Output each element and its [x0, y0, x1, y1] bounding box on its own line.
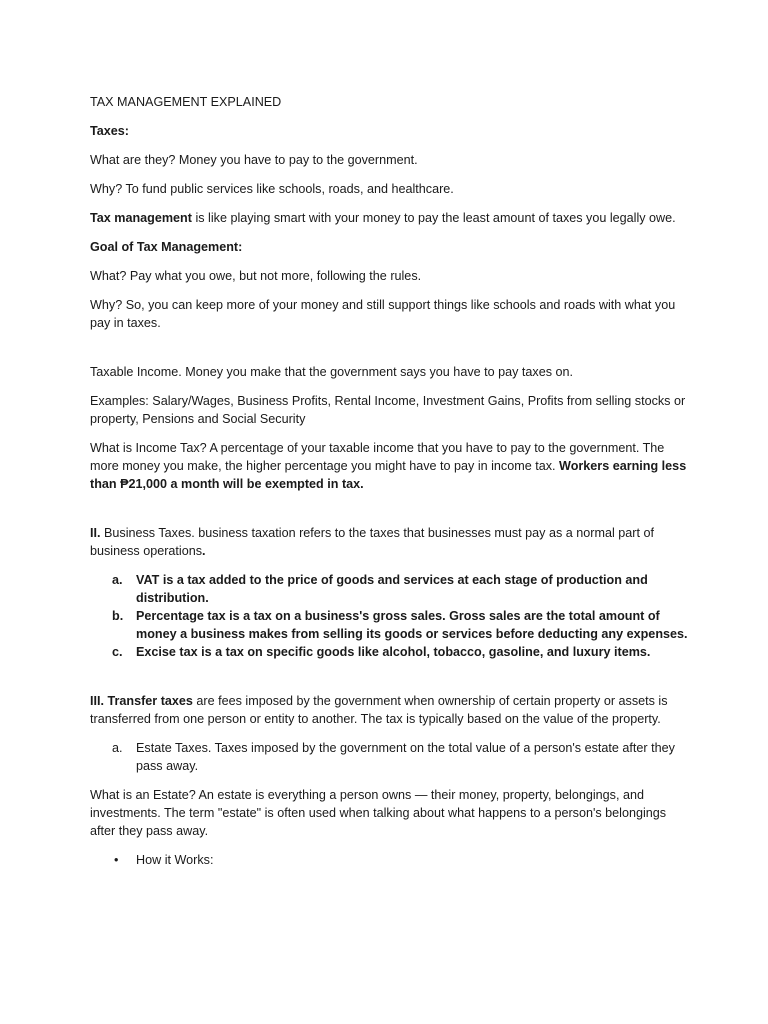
list-item — [90, 571, 688, 607]
tax-management-term: Tax management — [90, 211, 192, 225]
list-item-text: Percentage tax is a tax on a business's gross sales. Gross sales are the total amount of money a business makes from selling its goods or services before deducting any expenses. — [136, 609, 688, 641]
doc-title: TAX MANAGEMENT EXPLAINED — [90, 95, 282, 109]
transfer-taxes-paragraph — [90, 692, 688, 728]
list-marker: c. — [112, 645, 123, 659]
transfer-taxes-term: III. Transfer taxes — [90, 694, 193, 708]
business-taxes-list — [90, 571, 688, 661]
list-item — [90, 607, 688, 643]
income-tax-paragraph — [90, 439, 688, 493]
spacer — [90, 343, 688, 363]
list-marker: a. — [112, 573, 123, 587]
taxes-heading: Taxes: — [90, 124, 129, 138]
list-item-text: VAT is a tax added to the price of goods and services at each stage of production and distribution. — [136, 573, 648, 605]
spacer — [90, 672, 688, 692]
goal-heading: Goal of Tax Management: — [90, 240, 243, 254]
tax-management-text: is like playing smart with your money to pay the least amount of taxes you legally owe. — [191, 211, 676, 225]
list-item — [90, 851, 688, 869]
list-item — [90, 739, 688, 775]
transfer-taxes-list — [90, 739, 688, 775]
income-tax-text: What is Income Tax? A percentage of your taxable income that you have to pay to the government. The more money you make, the higher percentage you might have to pay in income tax. — [90, 441, 665, 473]
list-item-text: Excise tax is a tax on specific goods like alcohol, tobacco, gasoline, and luxury items. — [136, 645, 651, 659]
business-taxes-text: Business Taxes. business taxation refers to the taxes that businesses must pay as a normal part of business operations — [90, 526, 654, 558]
list-marker: a. — [112, 741, 123, 755]
list-item-text: Estate Taxes. Taxes imposed by the government on the total value of a person's estate after they pass away. — [136, 741, 675, 773]
transfer-taxes-text: are fees imposed by the government when ownership of certain property or assets is transferred from one person or entity to another. The tax is typically based on the value of the property. — [90, 694, 668, 726]
bullet-icon: • — [114, 853, 119, 867]
taxable-income-line: Taxable Income. Money you make that the government says you have to pay taxes on. — [90, 365, 574, 379]
examples-line: Examples: Salary/Wages, Business Profits, Rental Income, Investment Gains, Profits from selling stocks or property, Pensions and Social Security — [90, 394, 686, 426]
business-taxes-period: . — [202, 544, 206, 558]
goal-what-line: What? Pay what you owe, but not more, following the rules. — [90, 269, 422, 283]
business-section-number: II. — [90, 526, 101, 540]
goal-why-line: Why? So, you can keep more of your money and still support things like schools and roads with what you pay in taxes. — [90, 298, 676, 330]
taxes-why-line: Why? To fund public services like schools, roads, and healthcare. — [90, 182, 454, 196]
income-tax-exemption: Workers earning less than ₱21,000 a month will be exempted in tax. — [90, 459, 687, 491]
business-taxes-paragraph — [90, 524, 688, 560]
spacer — [90, 504, 688, 524]
list-marker: b. — [112, 609, 124, 623]
taxes-what-line: What are they? Money you have to pay to the government. — [90, 153, 418, 167]
list-item — [90, 643, 688, 661]
estate-definition: What is an Estate? An estate is everything a person owns — their money, property, belongings, and investments. The term "estate" is often used when talking about what happens to a person's belongings after they pass away. — [90, 788, 667, 838]
how-it-works-list — [90, 851, 688, 869]
list-item-text: How it Works: — [136, 853, 214, 867]
tax-management-definition — [90, 209, 688, 227]
